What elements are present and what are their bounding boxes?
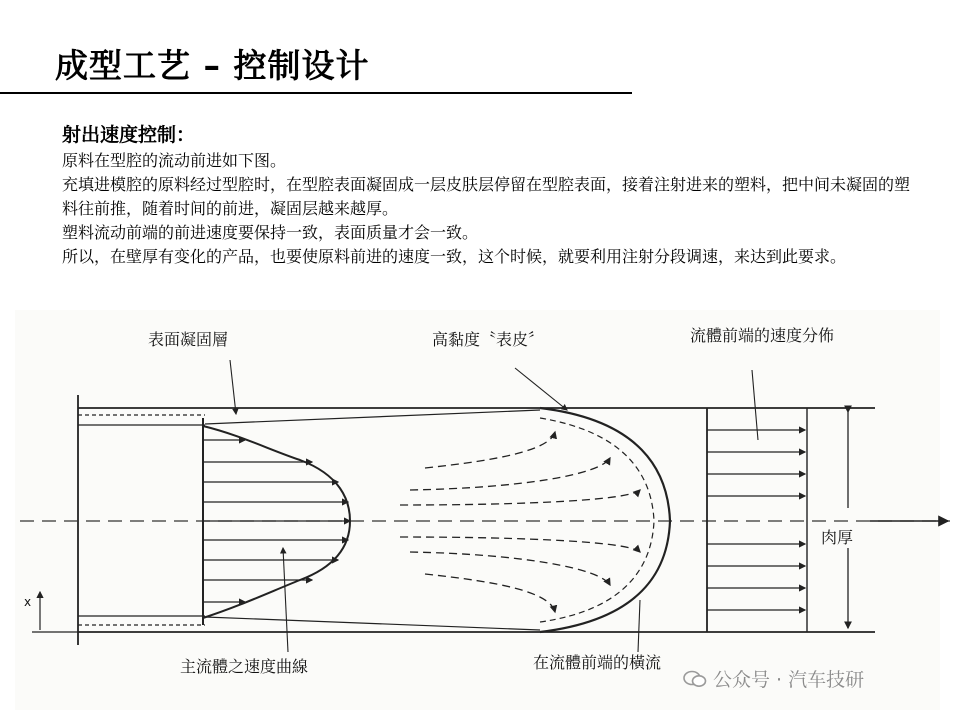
page-title: 成型工艺 – 控制设计 [55,46,370,85]
label-front-cross-flow: 在流體前端的橫流 [533,653,662,672]
label-surface-layer: 表面凝固層 [148,330,229,349]
figure-background [15,310,940,710]
label-x-axis: x [24,595,32,609]
content-body [62,120,912,269]
title-divider [0,92,632,94]
label-high-viscosity-skin: 高黏度〝表皮〞 [432,330,545,349]
label-thickness: 肉厚 [821,528,854,547]
flow-front-diagram [0,300,956,717]
paragraph-3: 塑料流动前端的前进速度要保持一致，表面质量才会一致。 [62,223,479,242]
wechat-icon [683,670,707,688]
paragraph-4: 所以，在壁厚有变化的产品，也要使原料前进的速度一致，这个时候，就要利用注射分段调速，来达到此要求。 [62,247,847,266]
paragraph-1: 原料在型腔的流动前进如下图。 [62,151,287,170]
watermark-text: 公众号 · 汽车技研 [713,669,865,691]
section-heading: 射出速度控制： [62,124,196,146]
paragraph-2: 充填进模腔的原料经过型腔时，在型腔表面凝固成一层皮肤层停留在型腔表面，接着注射进来的塑料，把中间未凝固的塑料往前推，随着时间的前进，凝固层越来越厚。 [62,175,911,218]
watermark [683,665,864,692]
label-main-flow-velocity-curve: 主流體之速度曲線 [180,657,309,676]
label-front-velocity-distribution: 流體前端的速度分佈 [690,326,835,345]
